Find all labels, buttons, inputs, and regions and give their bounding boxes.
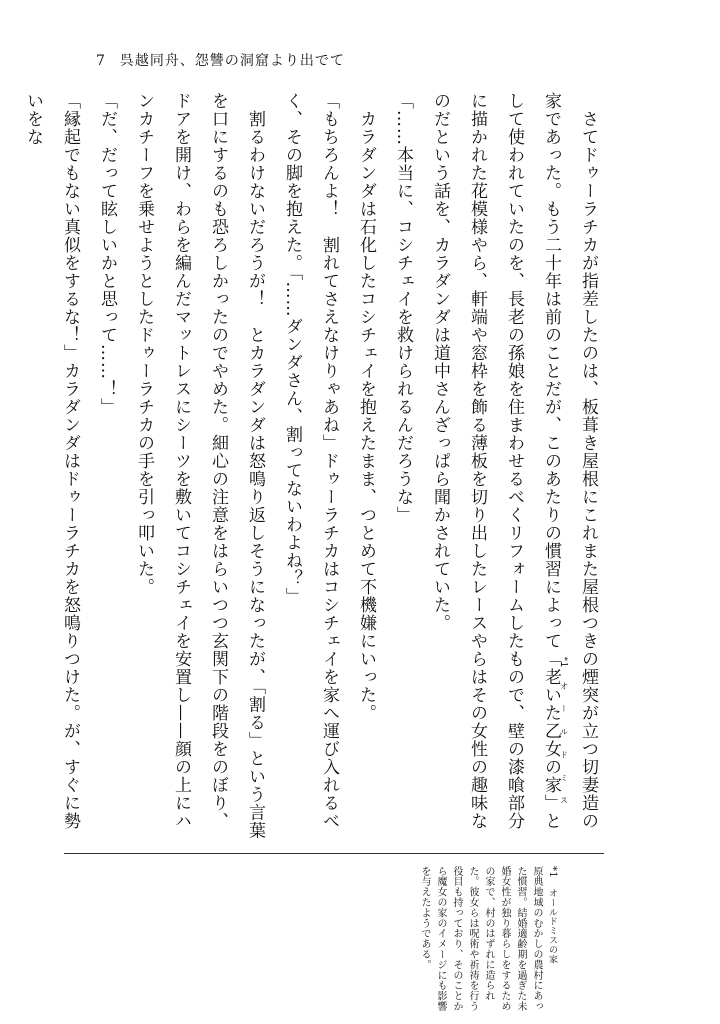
ruby-base: 「老いた乙女の家」 <box>541 650 561 812</box>
paragraph-text: さてドゥーラチカが指差したのは、板葺き屋根にこれまた屋根つきの煙突が立つ切妻造の家であった。もう二十年は前のことだが、このあたりの慣習によって <box>541 92 598 830</box>
paragraph: 「だ、だって眩しいかと思って……！」 <box>97 92 117 416</box>
footnote <box>380 866 560 1012</box>
paragraph-text: 割るわけないだろうが！ とカラダンダは怒鳴り返しそうになったが、「割る」という言葉を口にするのも恐ろしかったのでやめた。細心の注意をはらいつつ玄関下の階段をのぼり、ドアを開け、わらを編んだマットレスにシーツを敷いてコシチェイを安置し——顔の上にハンカチーフを乗せようとしたドゥーラチカの手を引っ叩いた。 <box>134 92 265 840</box>
paragraph-text: カラダンダは石化したコシチェイを抱えたまま、つとめて不機嫌にいった。 <box>356 110 376 722</box>
footnote-mark: *1 <box>547 866 558 879</box>
paragraph-text: として使われていたのを、長老の孫娘を住まわせるべくリフォームしたもので、壁の漆喰部分に描かれた花模様やら、軒端や窓枠を飾る薄板を切り出したレースやらはその女性の趣味なのだという話を、カラダンダは道中さんざっぱら聞かされていた。 <box>430 92 561 830</box>
page-number: 7 <box>96 53 106 69</box>
main-text <box>23 92 606 842</box>
paragraph: 「もちろんよ！ 割れてさえなけりゃあね」ドゥーラチカはコシチェイを家へ運び入れるべく、その脚を抱えた。「……ダンダさん、割ってないわよね？」 <box>282 92 339 830</box>
paragraph <box>347 92 384 842</box>
paragraph <box>421 92 606 842</box>
footnote-divider <box>64 853 604 854</box>
footnote-text: 原典地域のむかしの農村にあった慣習。結婚適齢期を過ぎた未婚女性が独り暮らしをするための家で、村のはずれに造られた。彼女らは呪術や祈祷を行う役目も持っており、そのことから魔女の家のイメージにも影響を与えたようである。 <box>419 866 542 1012</box>
running-head <box>96 50 345 70</box>
ruby-reading: *1オールドミス <box>559 650 569 812</box>
footnote-heading <box>544 866 560 1012</box>
ruby-term <box>541 650 569 812</box>
paragraph: 「縁起でもない真似をするな！」カラダンダはドゥーラチカを怒鳴りつけた。が、すぐに勢いをな <box>23 92 80 830</box>
paragraph: 「……本当に、コシチェイを救けられるんだろうな」 <box>393 92 413 524</box>
footnote-title: オールドミスの家 <box>547 888 557 964</box>
chapter-title: 呉越同舟、怨讐の洞窟より出でて <box>119 53 345 69</box>
paragraph <box>125 92 273 842</box>
